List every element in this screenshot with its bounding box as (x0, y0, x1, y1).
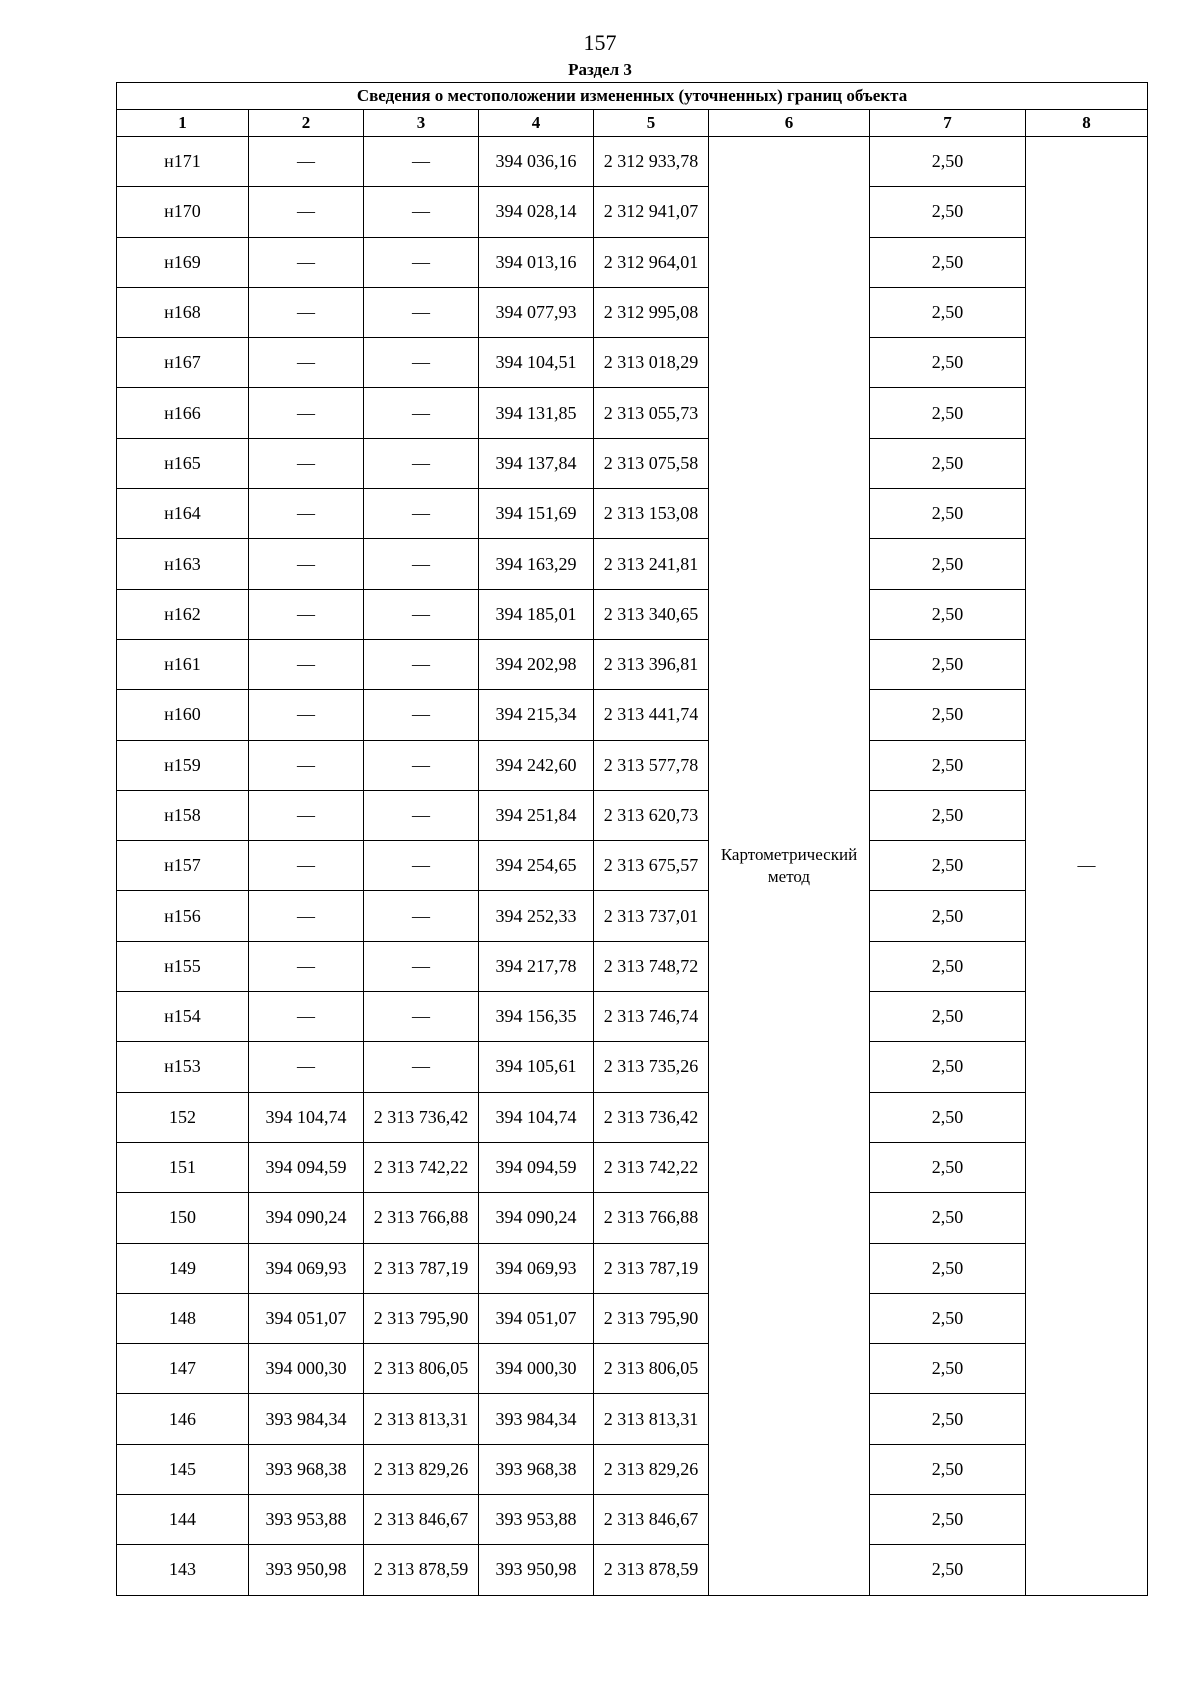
table-cell: 2 313 396,81 (594, 639, 709, 689)
table-cell: 2 313 806,05 (364, 1344, 479, 1394)
table-cell: 2 313 742,22 (364, 1142, 479, 1192)
table-cell: 2,50 (870, 941, 1026, 991)
table-row (117, 338, 1148, 388)
table-cell: — (364, 790, 479, 840)
table-cell: 2 313 340,65 (594, 589, 709, 639)
table-cell: 394 069,93 (479, 1243, 594, 1293)
table-cell: — (249, 790, 364, 840)
table-cell: — (364, 740, 479, 790)
table-cell: 148 (117, 1293, 249, 1343)
table-cell: 2,50 (870, 1545, 1026, 1595)
table-cell: 393 984,34 (479, 1394, 594, 1444)
table-cell: 146 (117, 1394, 249, 1444)
table-cell: 2,50 (870, 589, 1026, 639)
table-cell: — (249, 287, 364, 337)
table-cell: 2 312 964,01 (594, 237, 709, 287)
table-cell: 2 313 878,59 (364, 1545, 479, 1595)
table-cell: 393 950,98 (249, 1545, 364, 1595)
table-cell: 393 953,88 (479, 1495, 594, 1545)
table-cell: — (364, 137, 479, 187)
table-cell: н165 (117, 438, 249, 488)
table-cell: 2,50 (870, 841, 1026, 891)
table-cell: 394 105,61 (479, 1042, 594, 1092)
table-row (117, 1092, 1148, 1142)
table-cell: — (364, 388, 479, 438)
table-row (117, 1545, 1148, 1595)
table-cell: 151 (117, 1142, 249, 1192)
table-cell: 2 313 735,26 (594, 1042, 709, 1092)
table-cell: 2,50 (870, 237, 1026, 287)
table-cell: — (249, 992, 364, 1042)
table-cell: 2 313 736,42 (594, 1092, 709, 1142)
table-cell: 2 313 806,05 (594, 1344, 709, 1394)
table-cell: 2,50 (870, 338, 1026, 388)
table-cell: — (364, 539, 479, 589)
table-cell: 2 313 813,31 (364, 1394, 479, 1444)
table-cell: 145 (117, 1444, 249, 1494)
table-cell: 2 313 795,90 (594, 1293, 709, 1343)
table-cell: 394 254,65 (479, 841, 594, 891)
column-number: 5 (594, 110, 709, 137)
table-cell: 2 313 846,67 (364, 1495, 479, 1545)
table-cell: 394 156,35 (479, 992, 594, 1042)
table-cell: — (249, 338, 364, 388)
table-cell: — (249, 1042, 364, 1092)
table-cell: — (364, 639, 479, 689)
column-number: 7 (870, 110, 1026, 137)
table-cell: — (249, 639, 364, 689)
table-cell: 2,50 (870, 690, 1026, 740)
table-cell: 394 215,34 (479, 690, 594, 740)
table-cell: н155 (117, 941, 249, 991)
table-cell: н163 (117, 539, 249, 589)
page-number: 157 (583, 30, 617, 55)
section-title: Раздел 3 (568, 60, 632, 79)
table-cell: 2 313 153,08 (594, 489, 709, 539)
table-cell: 394 163,29 (479, 539, 594, 589)
table-cell: н156 (117, 891, 249, 941)
table-cell: — (364, 237, 479, 287)
table-cell: н168 (117, 287, 249, 337)
column-number: 2 (249, 110, 364, 137)
table-cell: 2 313 241,81 (594, 539, 709, 589)
table-cell: 2,50 (870, 1142, 1026, 1192)
table-cell: н171 (117, 137, 249, 187)
table-row (117, 1344, 1148, 1394)
table-cell: 2 312 941,07 (594, 187, 709, 237)
table-cell: — (249, 137, 364, 187)
table-cell: 2,50 (870, 992, 1026, 1042)
table-row (117, 690, 1148, 740)
table-cell: 2,50 (870, 1394, 1026, 1444)
table-cell: 2 313 737,01 (594, 891, 709, 941)
table-cell: н158 (117, 790, 249, 840)
table-row (117, 992, 1148, 1042)
table-cell: — (249, 237, 364, 287)
table-cell: н169 (117, 237, 249, 287)
table-cell: 2 312 933,78 (594, 137, 709, 187)
table-cell: 394 036,16 (479, 137, 594, 187)
table-cell: — (364, 891, 479, 941)
table-cell: 2 313 746,74 (594, 992, 709, 1042)
table-cell: 394 090,24 (249, 1193, 364, 1243)
table-cell: 2 313 813,31 (594, 1394, 709, 1444)
table-cell: н166 (117, 388, 249, 438)
table-row (117, 1444, 1148, 1494)
table-cell: 2 313 441,74 (594, 690, 709, 740)
table-cell: — (249, 841, 364, 891)
table-row (117, 287, 1148, 337)
table-cell: — (249, 539, 364, 589)
table-cell: 394 077,93 (479, 287, 594, 337)
table-cell: 394 217,78 (479, 941, 594, 991)
note-cell: — (1026, 137, 1148, 1596)
coordinates-table (116, 82, 1148, 1596)
column-number: 6 (709, 110, 870, 137)
table-cell: 394 251,84 (479, 790, 594, 840)
table-cell: н153 (117, 1042, 249, 1092)
table-cell: 2,50 (870, 1092, 1026, 1142)
table-cell: 2,50 (870, 1042, 1026, 1092)
table-row (117, 1193, 1148, 1243)
table-cell: 2,50 (870, 1495, 1026, 1545)
table-cell: 394 202,98 (479, 639, 594, 689)
table-row (117, 891, 1148, 941)
table-cell: 393 950,98 (479, 1545, 594, 1595)
table-cell: 394 137,84 (479, 438, 594, 488)
table-row (117, 187, 1148, 237)
table-cell: 394 000,30 (479, 1344, 594, 1394)
table-cell: 2,50 (870, 1444, 1026, 1494)
table-cell: 2,50 (870, 891, 1026, 941)
table-cell: 394 104,74 (249, 1092, 364, 1142)
table-cell: 394 185,01 (479, 589, 594, 639)
table-cell: — (364, 992, 479, 1042)
table-cell: 394 013,16 (479, 237, 594, 287)
table-cell: 2,50 (870, 187, 1026, 237)
table-cell: — (249, 489, 364, 539)
table-row (117, 1293, 1148, 1343)
table-cell: 2 313 577,78 (594, 740, 709, 790)
table-cell: 149 (117, 1243, 249, 1293)
table-row (117, 639, 1148, 689)
table-cell: — (249, 438, 364, 488)
table-cell: н160 (117, 690, 249, 740)
table-cell: — (364, 1042, 479, 1092)
table-cell: — (364, 338, 479, 388)
table-cell: 2,50 (870, 1344, 1026, 1394)
table-cell: н170 (117, 187, 249, 237)
table-cell: 2 313 846,67 (594, 1495, 709, 1545)
table-cell: — (249, 740, 364, 790)
table-cell: 2 313 766,88 (594, 1193, 709, 1243)
table-row (117, 1495, 1148, 1545)
table-cell: 2 313 742,22 (594, 1142, 709, 1192)
table-cell: 2,50 (870, 1193, 1026, 1243)
table-row (117, 941, 1148, 991)
table-cell: 394 104,74 (479, 1092, 594, 1142)
table-cell: н164 (117, 489, 249, 539)
table-cell: 2,50 (870, 1243, 1026, 1293)
table-cell: н157 (117, 841, 249, 891)
table-cell: 394 051,07 (479, 1293, 594, 1343)
table-cell: 2 313 675,57 (594, 841, 709, 891)
table-row (117, 438, 1148, 488)
table-cell: 393 968,38 (479, 1444, 594, 1494)
table-row (117, 841, 1148, 891)
table-cell: 143 (117, 1545, 249, 1595)
table-cell: н162 (117, 589, 249, 639)
column-number: 3 (364, 110, 479, 137)
table-cell: — (249, 187, 364, 237)
table-cell: 393 968,38 (249, 1444, 364, 1494)
table-cell: 2 313 829,26 (594, 1444, 709, 1494)
table-cell: 2 313 075,58 (594, 438, 709, 488)
table-cell: 2 313 018,29 (594, 338, 709, 388)
table-cell: — (364, 187, 479, 237)
table-cell: 2,50 (870, 287, 1026, 337)
table-cell: 147 (117, 1344, 249, 1394)
table-row (117, 137, 1148, 187)
table-row (117, 1142, 1148, 1192)
table-cell: — (364, 589, 479, 639)
table-cell: 2 313 055,73 (594, 388, 709, 438)
table-cell: 2,50 (870, 489, 1026, 539)
table-cell: 394 069,93 (249, 1243, 364, 1293)
table-cell: — (364, 941, 479, 991)
table-cell: н154 (117, 992, 249, 1042)
table-cell: 2,50 (870, 137, 1026, 187)
table-cell: 394 252,33 (479, 891, 594, 941)
table-cell: — (249, 690, 364, 740)
table-cell: н159 (117, 740, 249, 790)
table-cell: 2,50 (870, 1293, 1026, 1343)
table-row (117, 237, 1148, 287)
table-cell: 2 313 795,90 (364, 1293, 479, 1343)
table-cell: 2,50 (870, 740, 1026, 790)
table-cell: — (249, 388, 364, 438)
table-cell: 2,50 (870, 790, 1026, 840)
table-cell: 394 131,85 (479, 388, 594, 438)
table-cell: 152 (117, 1092, 249, 1142)
table-cell: 2 313 787,19 (364, 1243, 479, 1293)
table-cell: 394 028,14 (479, 187, 594, 237)
table-cell: 2 313 878,59 (594, 1545, 709, 1595)
table-cell: 2 313 829,26 (364, 1444, 479, 1494)
table-cell: — (364, 841, 479, 891)
table-cell: — (249, 891, 364, 941)
table-cell: 394 104,51 (479, 338, 594, 388)
table-row (117, 589, 1148, 639)
column-number: 4 (479, 110, 594, 137)
table-cell: 2 312 995,08 (594, 287, 709, 337)
table-cell: н167 (117, 338, 249, 388)
table-cell: — (364, 438, 479, 488)
column-number-row (117, 110, 1148, 137)
table-row (117, 1042, 1148, 1092)
table-cell: 2,50 (870, 388, 1026, 438)
table-cell: 144 (117, 1495, 249, 1545)
table-row (117, 388, 1148, 438)
table-cell: — (249, 589, 364, 639)
table-row (117, 489, 1148, 539)
column-number: 8 (1026, 110, 1148, 137)
table-cell: 150 (117, 1193, 249, 1243)
table-cell: 394 242,60 (479, 740, 594, 790)
table-body (117, 137, 1148, 1596)
table-row (117, 539, 1148, 589)
table-row (117, 740, 1148, 790)
table-cell: н161 (117, 639, 249, 689)
table-cell: 2,50 (870, 438, 1026, 488)
table-caption: Сведения о местоположении измененных (уточненных) границ объекта (117, 83, 1148, 110)
table-row (117, 1243, 1148, 1293)
table-cell: 2 313 620,73 (594, 790, 709, 840)
table-cell: 2 313 736,42 (364, 1092, 479, 1142)
table-cell: 2,50 (870, 539, 1026, 589)
table-row (117, 790, 1148, 840)
column-number: 1 (117, 110, 249, 137)
table-cell: 394 090,24 (479, 1193, 594, 1243)
table-cell: — (249, 941, 364, 991)
table-cell: 2 313 766,88 (364, 1193, 479, 1243)
table-cell: 394 051,07 (249, 1293, 364, 1343)
table-cell: 2,50 (870, 639, 1026, 689)
table-cell: — (364, 287, 479, 337)
table-cell: 2 313 787,19 (594, 1243, 709, 1293)
table-cell: 394 094,59 (249, 1142, 364, 1192)
method-cell: Картометрический метод (709, 137, 870, 1596)
table-cell: 394 094,59 (479, 1142, 594, 1192)
table-cell: 394 151,69 (479, 489, 594, 539)
table-cell: 394 000,30 (249, 1344, 364, 1394)
table-cell: 2 313 748,72 (594, 941, 709, 991)
table-cell: 393 953,88 (249, 1495, 364, 1545)
table-cell: — (364, 690, 479, 740)
table-row (117, 1394, 1148, 1444)
table-cell: 393 984,34 (249, 1394, 364, 1444)
table-cell: — (364, 489, 479, 539)
